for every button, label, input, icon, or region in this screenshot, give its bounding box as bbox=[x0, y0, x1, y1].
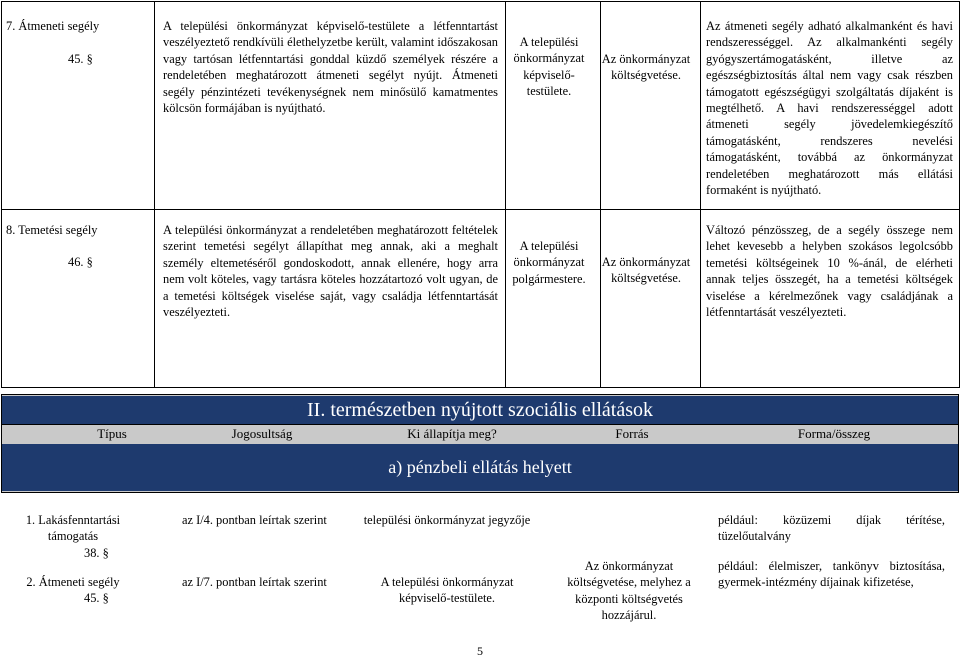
section-title: II. természetben nyújtott szociális ellátások bbox=[2, 396, 958, 425]
row7-description: A települési önkormányzat képviselő-testülete a létfenntartást veszélyeztető rendkívüli élethelyzetbe került, valamint időszakosan vagy tartósan létfenntartási gonddal küzdő személyek részére a rendeletében meghatározott átmeneti segélyt nyújt. Átmeneti segély pénzintézeti tevékenységnek nem minősülő kamatmentes kölcsön formájában is nyújtható. bbox=[163, 19, 498, 116]
col-header-type: Típus bbox=[97, 426, 127, 441]
lakas-form: például: közüzemi díjak térítése, tüzelőutalvány bbox=[718, 513, 945, 544]
row8-ref: 46. § bbox=[68, 255, 93, 269]
atmeneti-title: 2. Átmeneti segély bbox=[26, 575, 120, 589]
lakas-ref: 38. § bbox=[84, 546, 109, 560]
col-header-form: Forma/összeg bbox=[797, 426, 871, 441]
row8-authority: A települési önkormányzat polgármestere. bbox=[512, 239, 586, 286]
col-header-eligibility: Jogosultság bbox=[231, 426, 293, 441]
row7-title: 7. Átmeneti segély bbox=[6, 19, 100, 33]
lakas-title: 1. Lakásfenntartási támogatás bbox=[25, 513, 121, 544]
row7-source: Az önkormányzat költségvetése. bbox=[601, 52, 691, 83]
section-subtitle: a) pénzbeli ellátás helyett bbox=[2, 444, 958, 491]
col-header-source: Forrás bbox=[615, 426, 649, 441]
row7-authority: A települési önkormányzat képviselő-testülete. bbox=[513, 35, 585, 99]
section-banner bbox=[1, 394, 959, 493]
atmeneti-authority: A települési önkormányzat képviselő-testülete. bbox=[380, 575, 514, 606]
shared-source: Az önkormányzat költségvetése, melyhez a központi költségvetés hozzájárul. bbox=[567, 559, 691, 623]
atmeneti-ref: 45. § bbox=[84, 591, 109, 605]
row7-form: Az átmeneti segély adható alkalmanként és havi rendszerességgel. Az alkalmankénti segély gyógyszertámogatásként, illetve az egészségbiztosítás által nem vagy csak részben támogatott egészségügyi szolgáltatás díjaként is megtélhető. A havi rendszerességgel adott átmeneti segély jövedelemkiegészítő támogatásként, rendszeres nevelési támogatásként, továbbá az önkormányzat rendeletében meghatározott más ellátási formaként is nyújtható. bbox=[706, 19, 953, 198]
col-header-authority: Ki állapítja meg? bbox=[407, 426, 497, 441]
row8-title: 8. Temetési segély bbox=[6, 223, 98, 237]
row7-ref: 45. § bbox=[68, 52, 93, 66]
row8-description: A települési önkormányzat a rendeletében meghatározott feltételek szerint temetési segélyt állapíthat meg annak, aki a meghalt személy eltemetéséről gondoskodott, annak ellenére, hogy arra nem volt köteles, vagy tartásra köteles hozzátartozó volt ugyan, de a temetési költségek viselése saját, vagy családja létfenntartását veszélyezteti. bbox=[163, 223, 498, 320]
atmeneti-form: például: élelmiszer, tankönyv biztosítása, gyermek-intézmény díjainak kifizetése, bbox=[718, 559, 945, 590]
row8-source: Az önkormányzat költségvetése. bbox=[601, 255, 691, 286]
page-number: 5 bbox=[477, 644, 483, 658]
row8-form: Változó pénzösszeg, de a segély összege nem lehet kevesebb a helyben szokásos legolcsóbb temetési költségeinek 10 %-ánál, de elérheti annak teljes összegét, ha a temetési költségek viselése a kérelmezőnek vagy családjának a létfenntartását veszélyezteti. bbox=[706, 223, 953, 320]
atmeneti-eligibility: az I/7. pontban leírtak szerint bbox=[182, 575, 327, 589]
lakas-eligibility: az I/4. pontban leírtak szerint bbox=[182, 513, 327, 527]
lakas-authority: települési önkormányzat jegyzője bbox=[363, 513, 531, 527]
